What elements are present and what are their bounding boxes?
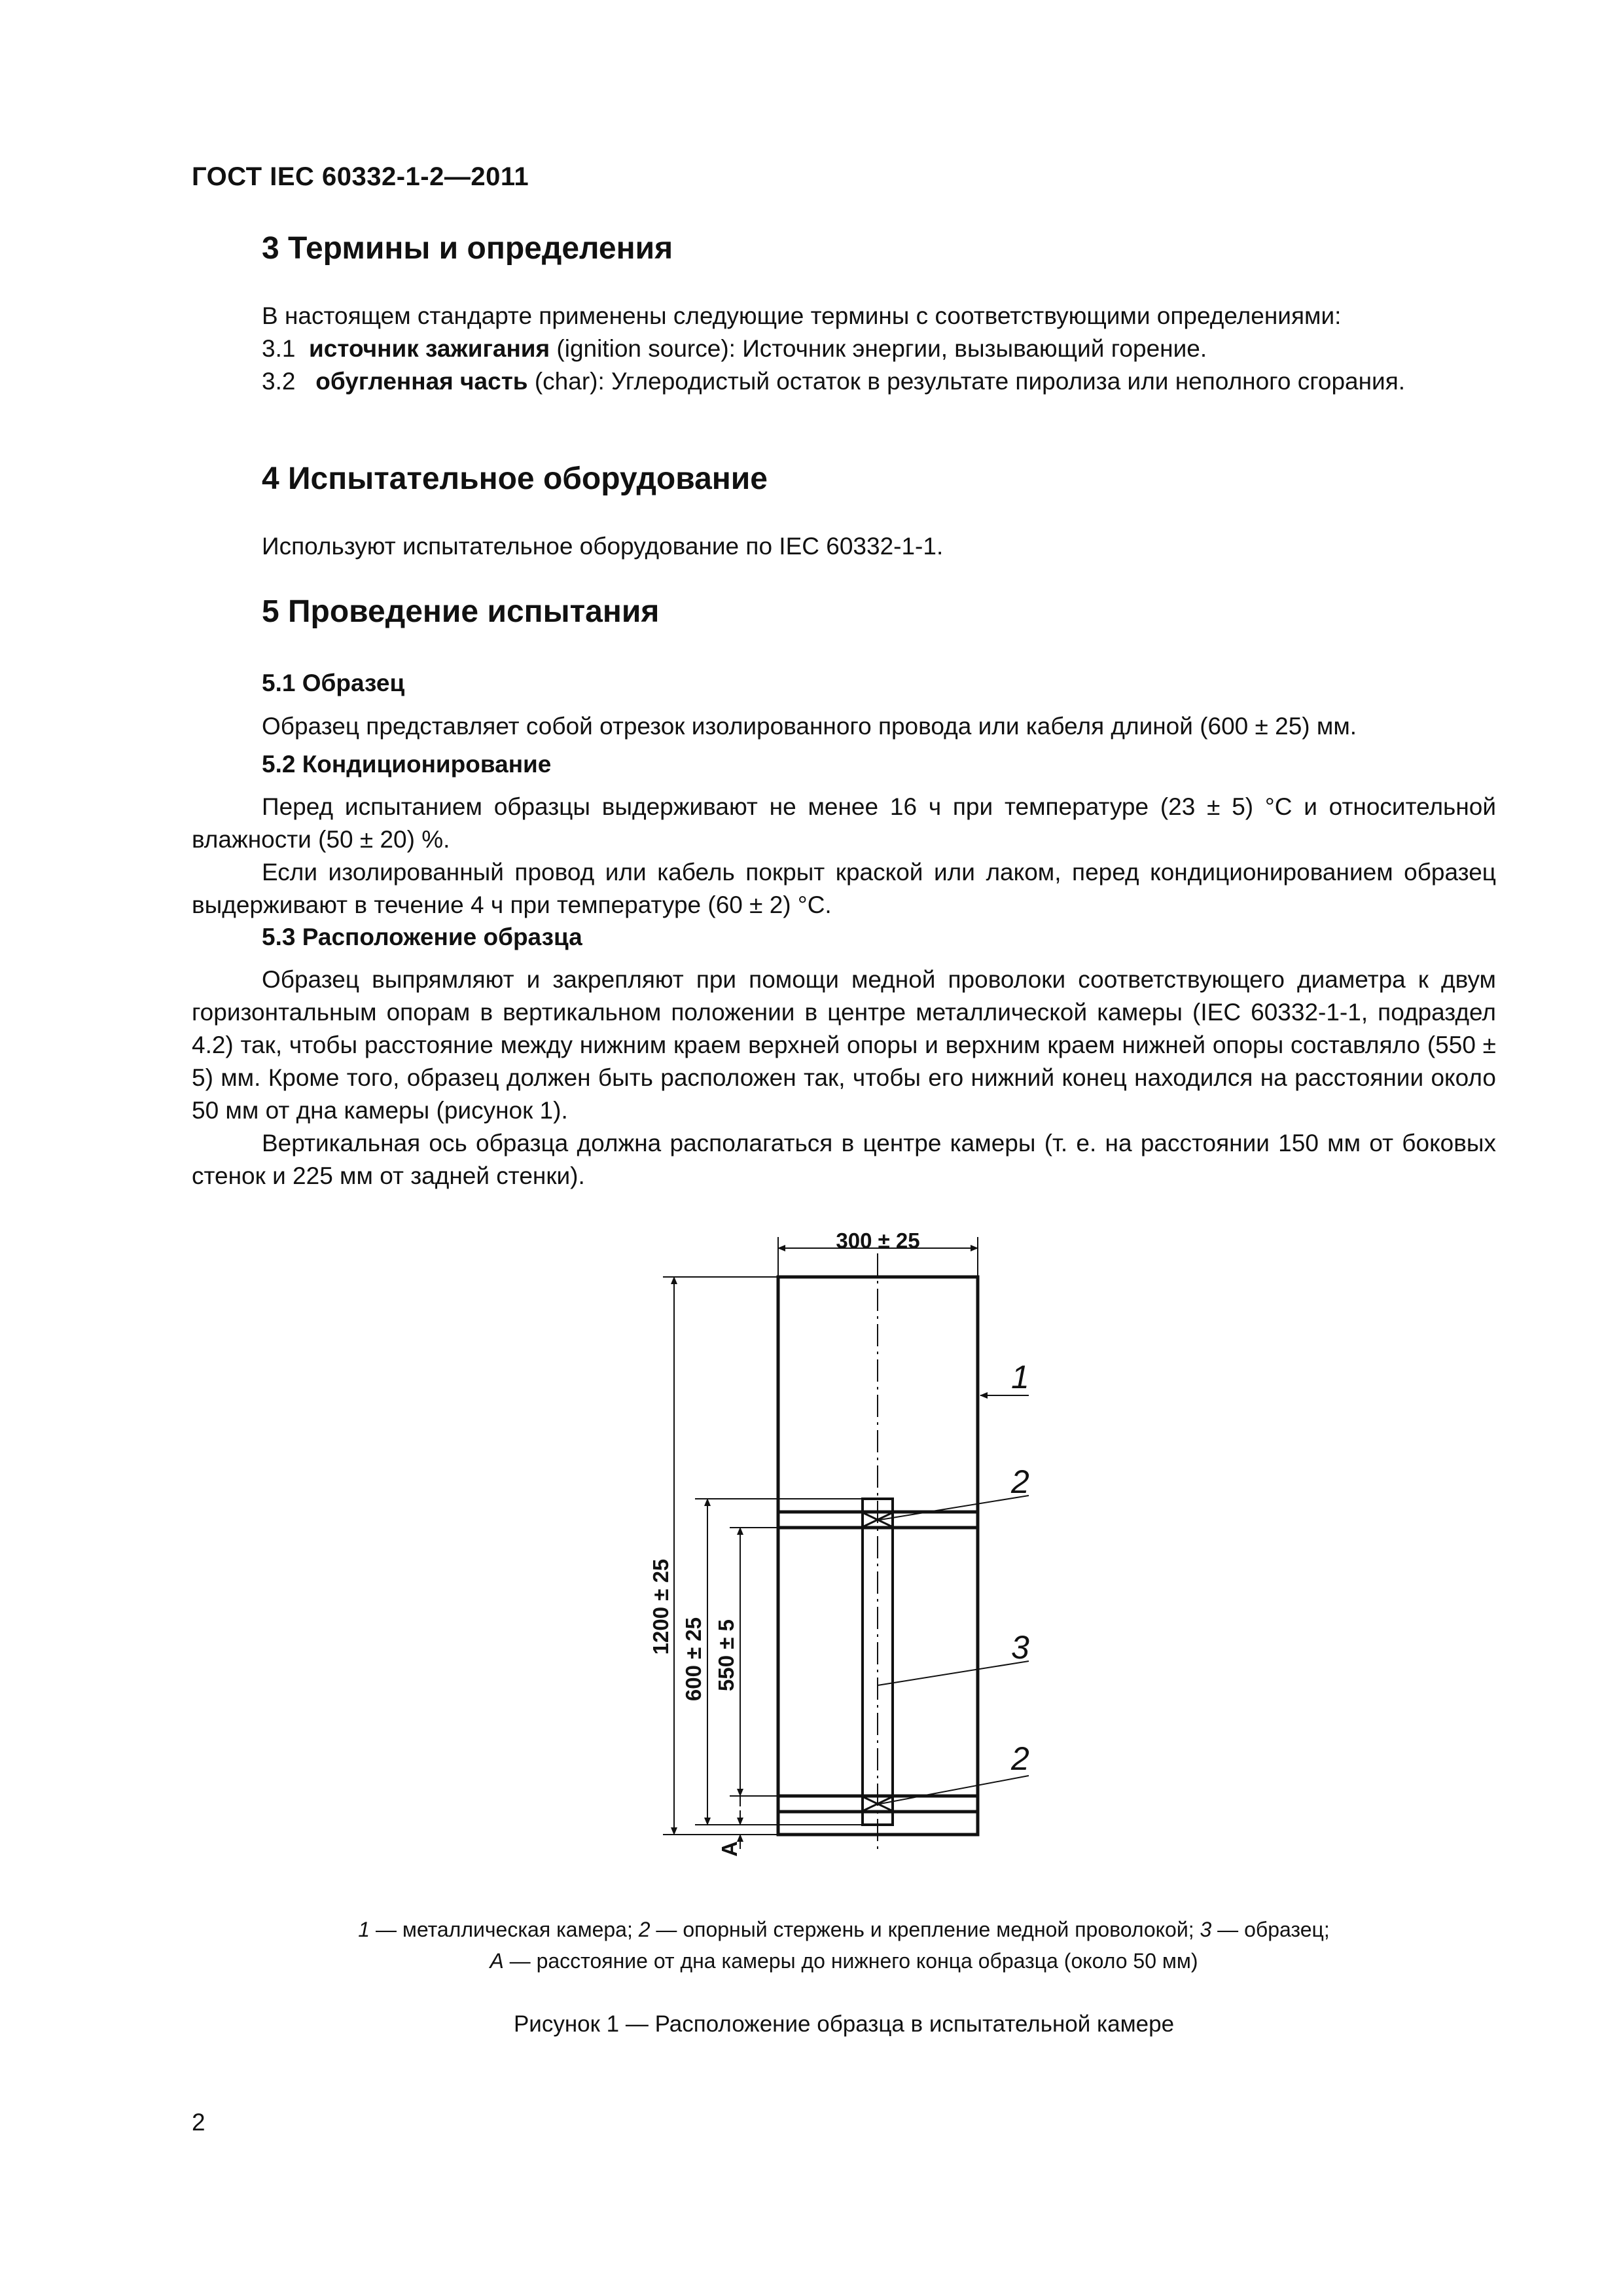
height-dimension-label: 1200 ± 25 <box>649 1558 673 1655</box>
sample-dimension-label: 600 ± 25 <box>681 1617 705 1702</box>
figure-legend <box>192 1914 1496 1977</box>
section-4-text: Используют испытательное оборудование по IEC 60332-1-1. <box>262 533 944 560</box>
section-4-heading: 4 Испытательное оборудование <box>262 461 768 496</box>
document-header: ГОСТ IEC 60332-1-2—2011 <box>192 162 529 191</box>
subsection-5-3-heading: 5.3 Расположение образца <box>262 924 582 950</box>
subsection-5-1-heading: 5.1 Образец <box>262 670 405 696</box>
term-3-2: 3.2 обугленная часть (char): Углеродистый остаток в результате пиролиза или неполного сгорания. <box>262 368 1406 395</box>
subsection-5-2-paragraph-1: Перед испытанием образцы выдерживают не менее 16 ч при температуре (23 ± 5) °C и относительной влажности (50 ± 20) %. <box>192 793 1496 853</box>
callout-2-bottom: 2 <box>1011 1740 1029 1777</box>
section-5-heading: 5 Проведение испытания <box>262 594 660 629</box>
distance-a-label: A <box>717 1841 741 1857</box>
term-3-2-name: обугленная часть <box>315 368 528 395</box>
section-3-heading: 3 Термины и определения <box>262 231 673 266</box>
term-3-1-name: источник зажигания <box>309 335 550 362</box>
support-gap-dimension-label: 550 ± 5 <box>714 1619 738 1691</box>
callout-3: 3 <box>1011 1629 1029 1666</box>
callout-2-top: 2 <box>1011 1463 1029 1500</box>
subsection-5-3-paragraph-2: Вертикальная ось образца должна располагаться в центре камеры (т. е. на расстоянии 150 мм от боковых стенок и 225 мм от задней стенки). <box>192 1130 1496 1189</box>
subsection-5-2-heading: 5.2 Кондиционирование <box>262 751 552 778</box>
subsection-5-3-paragraph-1: Образец выпрямляют и закрепляют при помощи медной проволоки соответствующего диаметра к двум горизонтальным опорам в вертикальном положении в центре металлической камеры (IEC 60332-1-1, подраздел 4.2) так, чтобы расстояние между нижним краем верхней опоры и верхним краем нижней опоры составляло (550 ± 5) мм. Кроме того, образец должен быть расположен так, чтобы его нижний конец находился на расстоянии около 50 мм от дна камеры (рисунок 1). <box>192 966 1496 1124</box>
section-3-intro: В настоящем стандарте применены следующие термины с соответствующими определениями: <box>262 302 1342 329</box>
figure-legend-line-2: A — расстояние от дна камеры до нижнего конца образца (около 50 мм) <box>490 1949 1198 1973</box>
subsection-5-2-paragraph-2: Если изолированный провод или кабель покрыт краской или лаком, перед кондиционированием образец выдерживают в течение 4 ч при температуре (60 ± 2) °C. <box>192 859 1496 918</box>
figure-legend-line-1: 1 — металлическая камера; 2 — опорный стержень и крепление медной проволокой; 3 — образец; <box>358 1918 1330 1941</box>
leader-2-top <box>880 1496 1029 1520</box>
term-3-1: 3.1 источник зажигания (ignition source): Источник энергии, вызывающий горение. <box>262 335 1207 362</box>
width-dimension-label: 300 ± 25 <box>836 1229 920 1253</box>
page-number: 2 <box>192 2109 205 2136</box>
leader-2-bottom <box>880 1776 1029 1804</box>
subsection-5-1-text: Образец представляет собой отрезок изолированного провода или кабеля длиной (600 ± 25) мм. <box>262 713 1357 740</box>
leader-3 <box>878 1661 1029 1685</box>
callout-1: 1 <box>1011 1359 1029 1395</box>
figure-title: Рисунок 1 — Расположение образца в испытательной камере <box>513 2011 1175 2037</box>
